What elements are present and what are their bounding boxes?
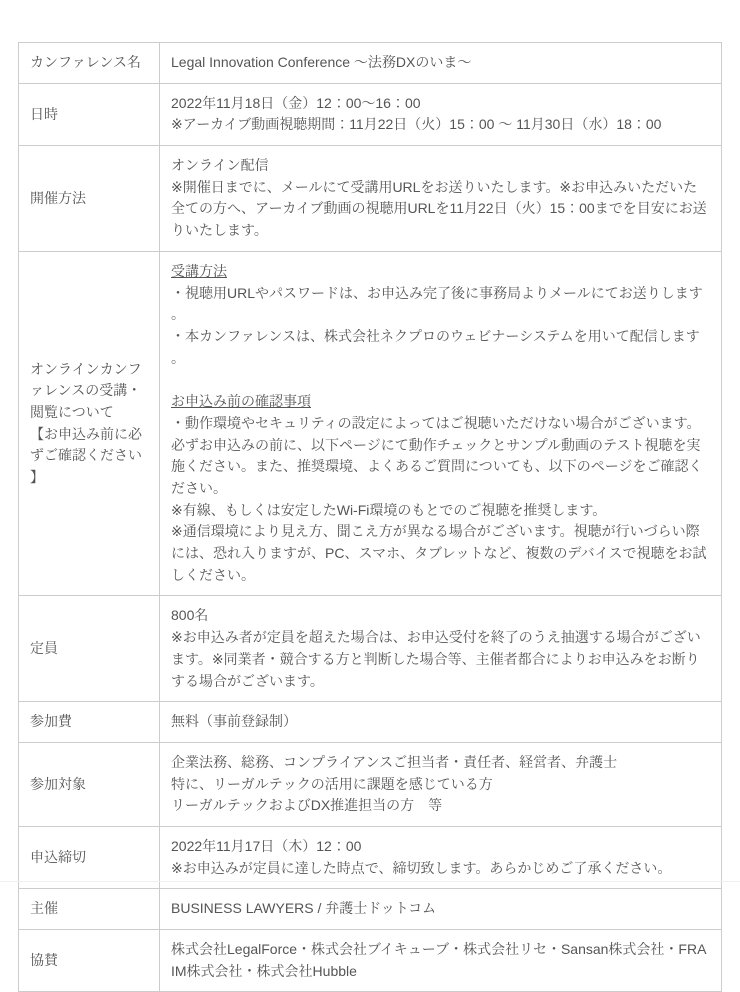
table-row-format (19, 146, 722, 252)
capacity-note-text: ※お申込み者が定員を超えた場合は、お申込受付を終了のうえ抽選する場合がございます。※同業者・競合する方と判断した場合等、主催者都合によりお申込みをお断りする場合がございます。 (171, 629, 701, 689)
sponsors-text: 株式会社LegalForce・株式会社ブイキューブ・株式会社リセ・Sansan株式会社・FRAIM株式会社・株式会社Hubble (171, 941, 707, 979)
row-label-viewing-info (19, 251, 160, 596)
row-label-fee: 参加費 (19, 702, 160, 743)
row-value-datetime (160, 83, 722, 145)
row-label-audience: 参加対象 (19, 742, 160, 826)
row-value-organizer (160, 889, 722, 930)
audience-text: 特に、リーガルテックの活用に課題を感じている方 (171, 775, 493, 792)
row-value-viewing-info (160, 251, 722, 596)
organizer-text: BUSINESS LAWYERS / 弁護士ドットコム (171, 900, 437, 917)
table-row-sponsors (19, 930, 722, 992)
pre-apply-check-heading: お申込み前の確認事項 (171, 393, 311, 410)
row-label-datetime: 日時 (19, 83, 160, 145)
viewing-method-item: ・視聴用URLやパスワードは、お申込み完了後に事務局よりメールにてお送りします。 (171, 284, 703, 323)
table-row-datetime (19, 83, 722, 145)
datetime-text: 2022年11月18日（金）12：00～16：00 (171, 94, 421, 111)
fee-text: 無料（事前登録制） (171, 713, 297, 730)
row-value-capacity (160, 596, 722, 702)
row-value-sponsors (160, 930, 722, 992)
viewing-info-label: オンラインカンファレンスの受講・閲覧について (30, 360, 142, 420)
deadline-text: 2022年11月17日（木）12：00 (171, 837, 362, 854)
row-label-format: 開催方法 (19, 146, 160, 252)
row-label-capacity: 定員 (19, 596, 160, 702)
page-divider (0, 881, 740, 882)
row-label-sponsors: 協賛 (19, 930, 160, 992)
format-text: オンライン配信 (171, 157, 269, 174)
table-row-audience (19, 742, 722, 826)
table-row-organizer (19, 889, 722, 930)
viewing-method-item: ・本カンファレンスは、株式会社ネクプロのウェビナーシステムを用いて配信します。 (171, 327, 700, 366)
row-label-organizer: 主催 (19, 889, 160, 930)
format-note-text: ※開催日までに、メールにて受講用URLをお送りいたします。※お申込みいただいた全ての方へ、アーカイブ動画の視聴用URLを11月22日（火）15：00までを目安にお送りいたします。 (171, 178, 707, 239)
audience-text: リーガルテックおよびDX推進担当の方 等 (171, 797, 443, 814)
viewing-method-heading: 受講方法 (171, 262, 227, 279)
pre-apply-check-item: ※通信環境により見え方、聞こえ方が異なる場合がございます。視聴が行いづらい際には、恐れ入りますが、PC、スマホ、タブレットなど、複数のデバイスで視聴をお試しください。 (171, 523, 707, 583)
row-value-audience (160, 742, 722, 826)
table-row-fee (19, 702, 722, 743)
row-label-deadline: 申込締切 (19, 826, 160, 888)
blank-line (171, 369, 710, 391)
row-label-conference-name: カンファレンス名 (19, 43, 160, 84)
event-info-table (18, 42, 722, 992)
table-row-capacity (19, 596, 722, 702)
pre-apply-check-item: ・動作環境やセキュリティの設定によってはご視聴いただけない場合がございます。必ずお申込みの前に、以下ページにて動作チェックとサンプル動画のテスト視聴を実施ください。また、推奨環境、よくあるご質問についても、以下のページをご確認ください。 (171, 414, 703, 496)
capacity-text: 800名 (171, 607, 209, 624)
row-value-format (160, 146, 722, 252)
row-value-fee (160, 702, 722, 743)
pre-apply-check-item: ※有線、もしくは安定したWi-Fi環境のもとでのご視聴を推奨します。 (171, 501, 607, 518)
table-row-conference-name (19, 43, 722, 84)
archive-period-text: ※アーカイブ動画視聴期間：11月22日（火）15：00 ～ 11月30日（水）18：00 (171, 116, 662, 133)
row-value-deadline (160, 826, 722, 888)
row-value-conference-name (160, 43, 722, 84)
viewing-info-label-note: 【お申込み前に必ずご確認ください】 (30, 425, 142, 485)
conference-name-text: Legal Innovation Conference ～法務DXのいま～ (171, 54, 472, 70)
deadline-note-text: ※お申込みが定員に達した時点で、締切致します。あらかじめご了承ください。 (171, 859, 672, 876)
table-row-viewing-info (19, 251, 722, 596)
table-row-deadline (19, 826, 722, 888)
audience-text: 企業法務、総務、コンプライアンスご担当者・責任者、経営者、弁護士 (171, 753, 618, 770)
